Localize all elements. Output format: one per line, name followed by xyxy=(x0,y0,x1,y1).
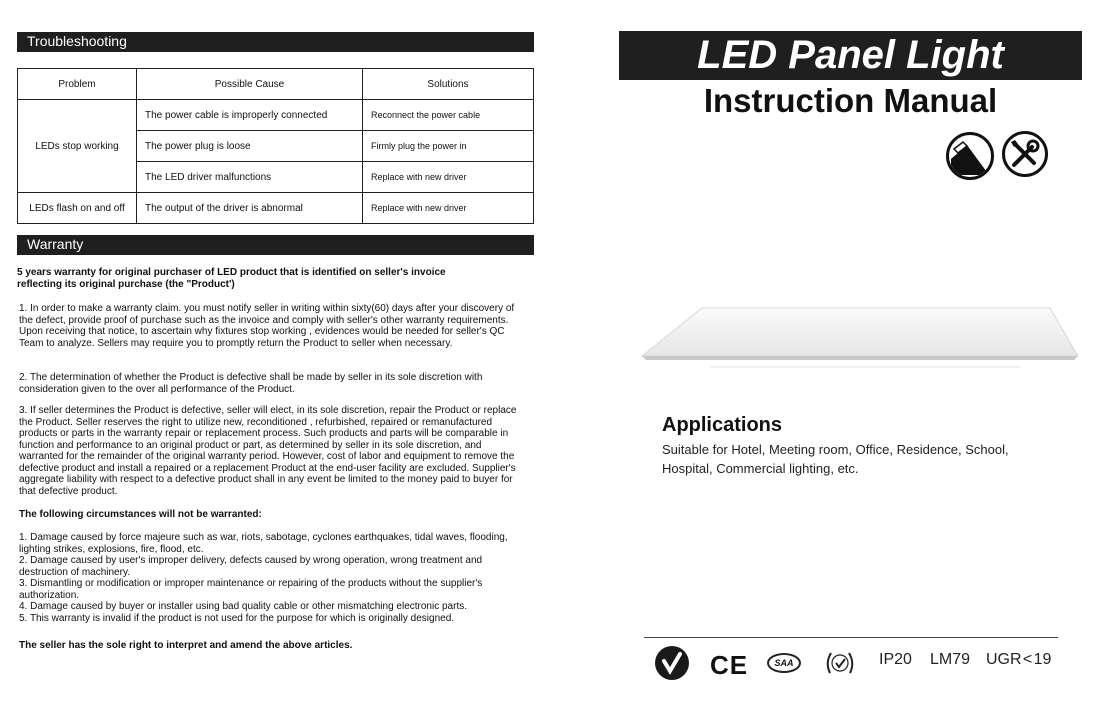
column-header: Solutions xyxy=(363,69,534,100)
applications-text: Suitable for Hotel, Meeting room, Office, Residence, School, Hospital, Commercial lighting, etc. xyxy=(662,442,1009,476)
cause-cell: The power cable is improperly connected xyxy=(137,100,363,131)
led-panel-product-image xyxy=(640,300,1080,370)
exclusions-list xyxy=(19,532,519,624)
quality-laurel-icon xyxy=(823,646,857,680)
solution-cell: Replace with new driver xyxy=(363,162,534,193)
exclusion-item: 2. Damage caused by user's improper delivery, defects caused by wrong operation, wrong treatment and destruction of machinery. xyxy=(19,555,483,578)
table-header-row xyxy=(18,69,534,100)
exclusion-item: 1. Damage caused by force majeure such as war, riots, sabotage, cyclones earthquakes, tidal waves, flooding, lighting strikes, explosions, fire, flood, etc. xyxy=(19,532,508,555)
warranty-footer: The seller has the sole right to interpret and amend the above articles. xyxy=(19,640,353,651)
problem-cell: LEDs stop working xyxy=(18,100,137,193)
cause-cell: The power plug is loose xyxy=(137,131,363,162)
light-source-icon xyxy=(946,132,994,180)
saa-mark: SAA xyxy=(767,653,801,673)
solution-cell: Replace with new driver xyxy=(363,193,534,224)
warranty-clause-2: 2. The determination of whether the Product is defective shall be made by seller in its sole discretion with consideration given to the over all performance of the Product. xyxy=(19,372,483,395)
exclusion-item: 5. This warranty is invalid if the product is not used for the purpose for which is originally designed. xyxy=(19,612,455,624)
warranty-heading-bar xyxy=(17,235,534,255)
solution-cell: Reconnect the power cable xyxy=(363,100,534,131)
troubleshooting-heading-bar xyxy=(17,32,534,52)
cause-cell: The LED driver malfunctions xyxy=(137,162,363,193)
tools-icon xyxy=(1002,131,1048,177)
lm-standard: LM79 xyxy=(930,651,971,668)
divider xyxy=(644,637,1058,638)
warranty-intro: 5 years warranty for original purchaser of LED product that is identified on seller's invoice reflecting its original purchase (the "Product') xyxy=(17,267,446,290)
ip-rating: IP20 xyxy=(879,651,912,668)
cause-cell: The output of the driver is abnormal xyxy=(137,193,363,224)
warranty-heading: Warranty xyxy=(27,236,84,252)
cover-title: LED Panel Light xyxy=(619,31,1082,80)
problem-cell: LEDs flash on and off xyxy=(18,193,137,224)
applications-heading: Applications xyxy=(662,414,783,436)
exclusions-heading: The following circumstances will not be warranted: xyxy=(19,509,262,520)
ce-mark: CE xyxy=(710,650,749,680)
troubleshooting-table xyxy=(17,68,534,224)
exclusion-item: 3. Dismantling or modification or improper maintenance or repairing of the products without the supplier's authorization. xyxy=(19,578,483,601)
cover-subtitle: Instruction Manual xyxy=(703,82,998,119)
column-header: Problem xyxy=(18,69,137,100)
warranty-clause-1: 1. In order to make a warranty claim. you must notify seller in writing within sixty(60) days after your discovery of the defect, provide proof of purchase such as the invoice and comply with seller's other warranty requirements. Upon receiving that notice, to ascertain why fixtures stop working , evidences would be needed for seller's QC Team to analyze. Sellers may require you to promptly return the Product to seller when necessary. xyxy=(19,303,515,349)
solution-cell: Firmly plug the power in xyxy=(363,131,534,162)
exclusion-item: 4. Damage caused by buyer or installer using bad quality cable or other mismatching electronic parts. xyxy=(19,601,468,612)
table-row xyxy=(18,193,534,224)
table-row xyxy=(18,100,534,131)
troubleshooting-heading: Troubleshooting xyxy=(27,33,127,49)
ugr-rating: UGR < 19 xyxy=(986,651,1052,668)
column-header: Possible Cause xyxy=(137,69,363,100)
compliance-mark-icon xyxy=(655,646,689,680)
warranty-clause-3: 3. If seller determines the Product is defective, seller will elect, in its sole discretion, repair the Product or replace the Product. Seller reserves the right to utilize new, reconditioned , refurbished, repaired or remanufactured products or parts in the warranty repair or replacement process. Such products and parts will be comparable in function and performance to an original product or part, as determined by seller in its sole discretion, and warranted for the remainder of the original warranty period. However, cost of labor and equipment to remove the defective product and install a repaired or a replacement Product at the end-user facility are excluded. Supplier's aggregate liability with respect to a defective product shall in any event be limited to the money paid to buyer for that defective product. xyxy=(19,405,517,497)
